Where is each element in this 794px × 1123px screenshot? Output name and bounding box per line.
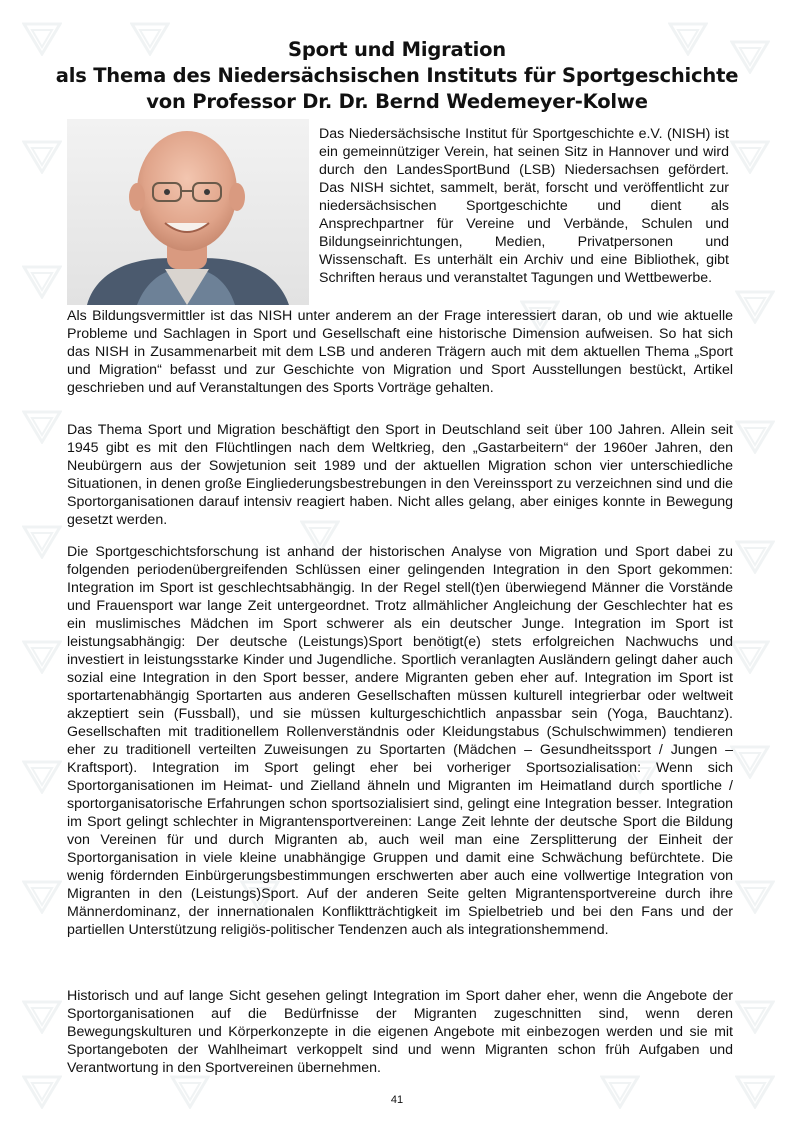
watermark-logo-icon [22, 880, 62, 914]
watermark-logo-icon [22, 140, 62, 174]
page-title [0, 37, 794, 115]
watermark-logo-icon [22, 1000, 62, 1034]
paragraph-1: Als Bildungsvermittler ist das NISH unter anderem an der Frage interessiert daran, ob und wie aktuelle Probleme und Sachlagen in Sport und Gesellschaft eine historische Dimension aufweisen. So hat sich das NISH in Zusammenarbeit mit dem LSB und anderen Trägern auch mit dem aktuellen Thema „Sport und Migration“ befasst und zur Geschichte von Migration und Sport Ausstellungen bestückt, Artikel geschrieben und auf Veranstaltungen des Sports Vorträge gehalten. [67, 308, 733, 396]
title-line-3: von Professor Dr. Dr. Bernd Wedemeyer-Kolwe [146, 90, 648, 113]
portrait-photo [67, 119, 309, 305]
paragraph-2: Das Thema Sport und Migration beschäftigt den Sport in Deutschland seit über 100 Jahren. Allein seit 1945 gibt es mit den Flüchtlingen nach dem Weltkrieg, den „Gastarbeitern“ der 1960er Jahren, den Neubürgern aus der Sowjetunion seit 1989 und der aktuellen Migration schon vier unterschiedliche Situationen, in denen große Eingliederungsbestrebungen in den Vereinssport zu verzeichnen sind und die Sportorganisationen darauf intensiv reagiert haben. Nicht alles gelang, aber einiges konnte in Bewegung gesetzt werden. [67, 422, 733, 528]
watermark-logo-icon [730, 640, 770, 674]
watermark-logo-icon [735, 880, 775, 914]
watermark-logo-icon [730, 745, 770, 779]
watermark-logo-icon [735, 420, 775, 454]
title-line-1: Sport und Migration [288, 38, 506, 61]
watermark-logo-icon [22, 525, 62, 559]
intro-paragraph: Das Niedersächsische Institut für Sportgeschichte e.V. (NISH) ist ein gemeinnütziger Verein, hat seinen Sitz in Hannover und wird durch den LandesSportBund (LSB) Niedersachsen gefördert. Das NISH sichtet, sammelt, berät, forscht und veröffentlicht zur niedersächsischen Sportgeschichte und dient als Ansprechpartner für Vereine und Verbände, Schulen und Bildungseinrichtungen, Medien, Privatpersonen und Wissenschaft. Es unterhält ein Archiv und eine Bibliothek, gibt Schriften heraus und veranstaltet Tagungen und Wettbewerbe. [319, 126, 729, 286]
page-number: 41 [390, 1094, 404, 1106]
paragraph-3: Die Sportgeschichtsforschung ist anhand der historischen Analyse von Migration und Sport dabei zu folgenden periodenübergreifenden Schlüssen einer gelingenden Integration in den Sport gekommen: Integration im Sport ist geschlechtsabhängig. In der Regel stell(t)en überwiegend Männer die Vorstände und Frauensport war lange Zeit untergeordnet. Trotz allmählicher Angleichung der Geschlechter hat es ein muslimisches Mädchen im Sport schwerer als ein deutscher Junge. Integration im Sport ist leistungsabhängig: Der deutsche (Leistungs)Sport benötigt(e) stets erfolgreichen Nachwuchs und investiert in leistungsstarke Kinder und Jugendliche. Sportlich veranlagten Ausländern gelingt daher auch sozial eine Integration in den Sport besser, andere Migranten geben eher auf. Integration im Sport ist sportartenabhängig Sportarten aus anderen Gesellschaften müssen kulturell integrierbar oder weltweit akzeptiert sein (Fussball), und sie müssen kulturgeschichtlich anpassbar sein (Yoga, Bauchtanz). Gesellschaften mit traditionellem Rollenverständnis oder Kleidungstabus (Schulschwimmen) tendieren eher zu traditionell verteilten Zuweisungen zu Sportarten (Mädchen – Gesundheitssport / Jungen – Kraftsport). Integration im Sport gelingt eher bei vorheriger Sportsozialisation: Wenn sich Sportorganisationen im Heimat- und Zielland ähneln und Migranten im Heimatland durch sportliche / sportorganisatorische Erfahrungen schon sportsozialisiert sind, gelingt eine Integration besser. Integration im Sport gelingt schlechter in Migrantensportvereinen: Lange Zeit lehnte der deutsche Sport die Bildung von Vereinen für und durch Migranten ab, auch weil man eine Zersplitterung der Einheit der Sportorganisation in viele kleine unabhängige Gruppen und damit eine Schwächung befürchtete. Die wenig fördernden Einbürgerungsbestimmungen erschwerten aber auch eine vollwertige Integration von Migranten in den (Leistungs)Sport. Auf der anderen Seite gelten Migrantensportvereine durch ihre Männerdominanz, der innernationalen Konfliktträchtigkeit im Spielbetrieb und bei den Fans und der partiellen Unterstützung religiös-politischer Tendenzen auch als integrationshemmend. [67, 544, 733, 938]
watermark-logo-icon [22, 760, 62, 794]
watermark-logo-icon [735, 1000, 775, 1034]
portrait-image [67, 119, 309, 305]
watermark-logo-icon [22, 410, 62, 444]
watermark-logo-icon [730, 140, 770, 174]
watermark-logo-icon [735, 540, 775, 574]
title-line-2: als Thema des Niedersächsischen Instituts für Sportgeschichte [55, 64, 739, 87]
watermark-logo-icon [22, 265, 62, 299]
watermark-logo-icon [735, 290, 775, 324]
paragraph-4: Historisch und auf lange Sicht gesehen gelingt Integration im Sport daher eher, wenn die Angebote der Sportorganisationen auf die Bedürfnisse der Migranten zugeschnitten sind, wenn deren Bewegungskulturen und Körperkonzepte in die eigenen Angebote mit einbezogen werden und sie mit Sportangeboten der Wahlheimart verkoppelt sind und wenn Migranten schon früh Aufgaben und Verantwortung in den Sportvereinen übernehmen. [67, 988, 733, 1076]
watermark-logo-icon [22, 640, 62, 674]
